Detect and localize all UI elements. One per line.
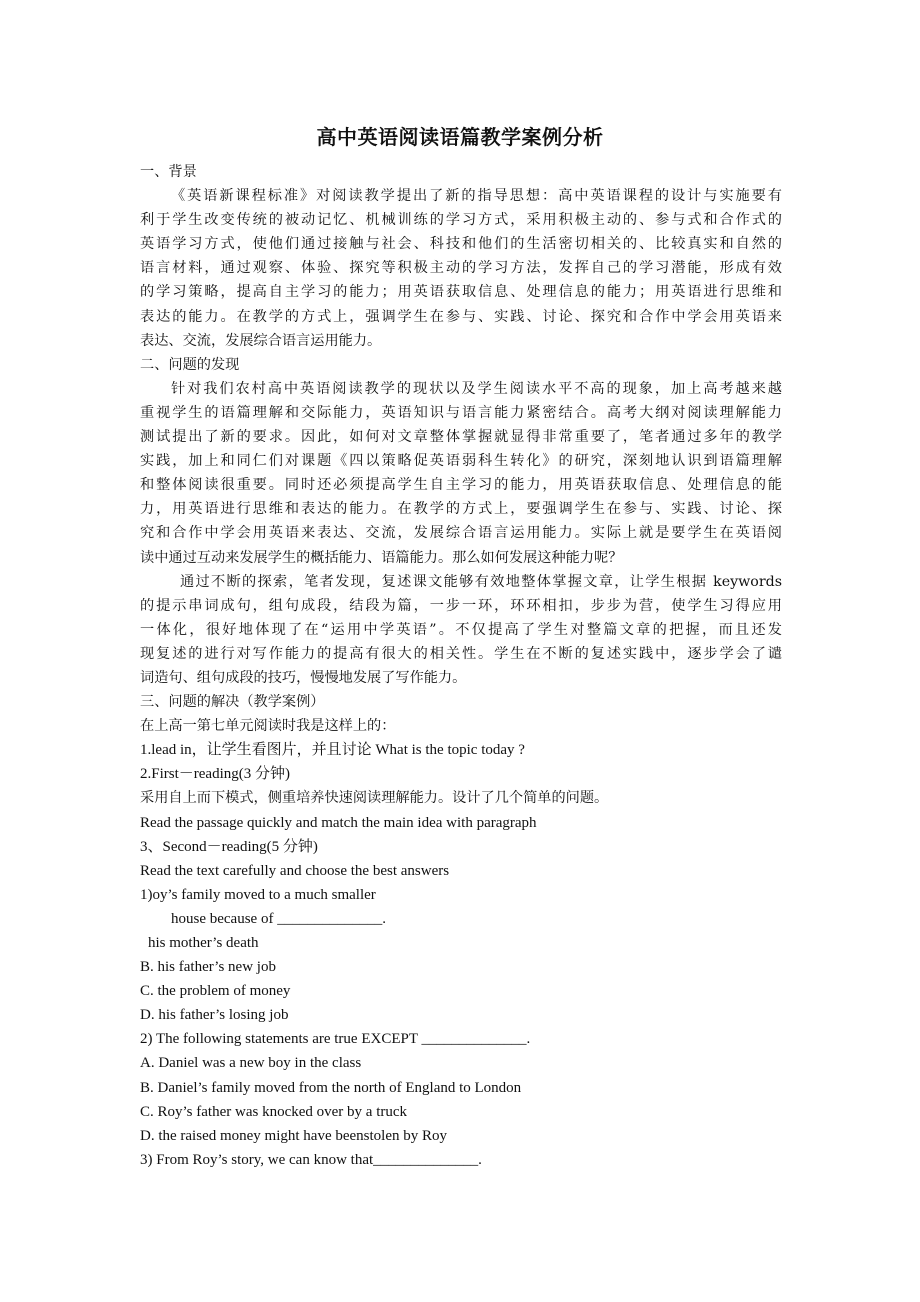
section-heading-solution: 三、问题的解决（教学案例） <box>140 694 325 711</box>
paragraph-line: 究和合作中学会用英语来表达、交流，发展综合语言运用能力。实际上就是要学生在英语阅 <box>140 525 782 542</box>
instruction-line: Read the text carefully and choose the best answers <box>140 862 450 879</box>
paragraph-line: 一体化，很好地体现了在“运用中学英语”。不仅提高了学生对整篇文章的把握，而且还发 <box>140 621 782 638</box>
question-option: D. the raised money might have beenstolen by Roy <box>140 1127 448 1144</box>
question-option: D. his father’s losing job <box>140 1007 289 1024</box>
paragraph-line: 语言材料，通过观察、体验、探究等积极主动的学习方法，发挥自己的学习潜能，形成有效 <box>140 260 782 277</box>
paragraph-line: 英语学习方式，使他们通过接触与社会、科技和他们的生活密切相关的、比较真实和自然的 <box>140 236 782 253</box>
document-title: 高中英语阅读语篇教学案例分析 <box>316 125 604 149</box>
question-2: 2) The following statements are true EXCEPT ______________. <box>140 1031 531 1048</box>
paragraph-line: 在上高一第七单元阅读时我是这样上的： <box>140 718 396 735</box>
paragraph-line: 针对我们农村高中英语阅读教学的现状以及学生阅读水平不高的现象，加上高考越来越 <box>171 380 782 397</box>
paragraph-line: 《英语新课程标准》对阅读教学提出了新的指导思想：高中英语课程的设计与实施要有 <box>171 188 782 205</box>
question-option: A. Daniel was a new boy in the class <box>140 1055 362 1072</box>
section-heading-problem: 二、问题的发现 <box>140 356 240 373</box>
paragraph-line: 的提示串词成句，组句成段，结段为篇，一步一环，环环相扣，步步为营，使学生习得应用 <box>140 597 782 614</box>
paragraph-line: 力，用英语进行思维和表达的能力。在教学的方式上，要强调学生在参与、实践、讨论、探 <box>140 501 782 518</box>
question-3: 3) From Roy’s story, we can know that______________. <box>140 1151 482 1168</box>
paragraph-line: 现复述的进行对写作能力的提高有很大的相关性。学生在不断的复述实践中，逐步学会了谴 <box>140 645 782 662</box>
paragraph-line: 表达的能力。在教学的方式上，强调学生在参与、实践、讨论、探究和合作中学会用英语来 <box>140 308 782 325</box>
question-1: 1)oy’s family moved to a much smaller <box>140 886 376 903</box>
paragraph-line: 测试提出了新的要求。因此，如何对文章整体掌握就显得非常重要了，笔者通过多年的教学 <box>140 429 782 446</box>
step-second-reading: 3、Second－reading(5 分钟) <box>140 838 318 855</box>
step-first-reading: 2.First－reading(3 分钟) <box>140 766 290 783</box>
paragraph-line: 重视学生的语篇理解和交际能力，英语知识与语言能力紧密结合。高考大纲对阅读理解能力 <box>140 404 782 421</box>
question-option: C. Roy’s father was knocked over by a truck <box>140 1103 408 1120</box>
paragraph-line: 表达、交流，发展综合语言运用能力。 <box>140 332 382 349</box>
paragraph-line: 和整体阅读很重要。同时还必须提高学生自主学习的能力，用英语获取信息、处理信息的能 <box>140 477 782 494</box>
question-option: C. the problem of money <box>140 983 291 1000</box>
instruction-line: Read the passage quickly and match the main idea with paragraph <box>140 814 537 831</box>
paragraph-line: 采用自上而下模式，侧重培养快速阅读理解能力。设计了几个简单的问题。 <box>140 790 609 807</box>
paragraph-line: 利于学生改变传统的被动记忆、机械训练的学习方式，采用积极主动的、参与式和合作式的 <box>140 212 782 229</box>
paragraph-line: 词造句、组句成段的技巧，慢慢地发展了写作能力。 <box>140 669 467 686</box>
step-lead-in: 1.lead in，让学生看图片，并且讨论 What is the topic today ? <box>140 742 525 759</box>
section-heading-background: 一、背景 <box>140 164 197 180</box>
question-option: B. his father’s new job <box>140 959 276 976</box>
document-body <box>140 160 782 1172</box>
paragraph-line: 的学习策略，提高自主学习的能力；用英语获取信息、处理信息的能力；用英语进行思维和 <box>140 284 782 301</box>
question-option: B. Daniel’s family moved from the north of England to London <box>140 1079 522 1096</box>
paragraph-line: 实践，加上和同仁们对课题《四以策略促英语弱科生转化》的研究，深刻地认识到语篇理解 <box>140 453 782 470</box>
question-1-continued: house because of ______________. <box>171 910 386 927</box>
question-option: his mother’s death <box>148 935 259 951</box>
paragraph-line: 读中通过互动来发展学生的概括能力、语篇能力。那么如何发展这种能力呢？ <box>140 549 623 566</box>
paragraph-line: 通过不断的探索，笔者发现，复述课文能够有效地整体掌握文章，让学生根据 keywords <box>180 573 782 590</box>
